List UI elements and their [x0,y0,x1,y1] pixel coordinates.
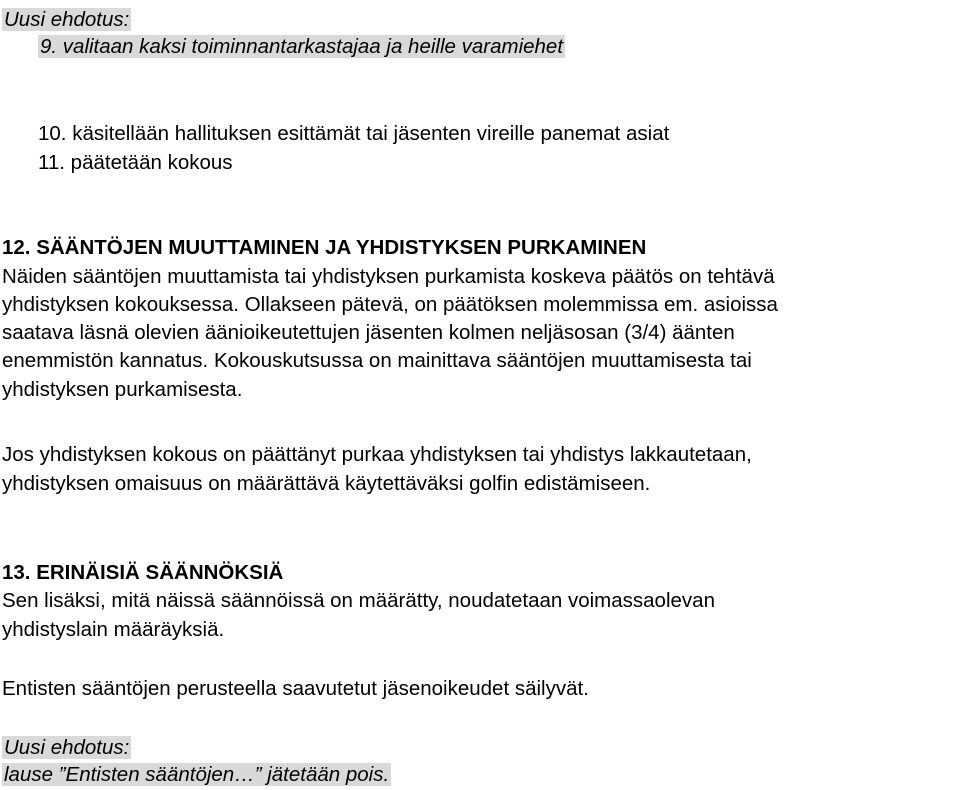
section-12-line-2: yhdistyksen kokouksessa. Ollakseen pätevä, on päätöksen molemmissa em. asioissa [2,293,778,316]
agenda-item-10: 10. käsitellään hallituksen esittämät tai jäsenten vireille panemat asiat [38,122,670,145]
proposal-2-text-line [2,761,391,788]
section-12-line-5: yhdistyksen purkamisesta. [2,378,243,401]
section-13-paragraph-2: Entisten sääntöjen perusteella saavutetut jäsenoikeudet säilyvät. [2,677,589,700]
proposal-label-1-text: Uusi ehdotus: [4,8,130,31]
section-12-line-3: saatava läsnä olevien äänioikeutettujen jäsenten kolmen neljäsosan (3/4) äänten [2,321,735,344]
section-13-line-1: Sen lisäksi, mitä näissä säännöissä on määrätty, noudatetaan voimassaolevan [2,589,715,612]
proposal-label-2 [2,734,131,761]
proposal-label-2-text: Uusi ehdotus: [4,736,130,759]
section-12-paragraph-2-line-2: yhdistyksen omaisuus on määrättävä käytettäväksi golfin edistämiseen. [2,472,651,495]
section-12-line-1: Näiden sääntöjen muuttamista tai yhdistyksen purkamista koskeva päätös on tehtävä [2,265,775,288]
agenda-item-11: 11. päätetään kokous [38,151,233,174]
section-12-paragraph-2-line-1: Jos yhdistyksen kokous on päättänyt purkaa yhdistyksen tai yhdistys lakkautetaan, [2,443,752,466]
proposal-label-1 [2,6,131,33]
section-13-heading: 13. ERINÄISIÄ SÄÄNNÖKSIÄ [2,561,284,584]
proposal-2-text: lause ”Entisten sääntöjen…” jätetään pois. [4,763,390,786]
proposal-item-9-text: 9. valitaan kaksi toiminnantarkastajaa ja heille varamiehet [40,35,564,58]
section-12-heading: 12. SÄÄNTÖJEN MUUTTAMINEN JA YHDISTYKSEN PURKAMINEN [2,236,647,259]
section-12-line-4: enemmistön kannatus. Kokouskutsussa on mainittava sääntöjen muuttamisesta tai [2,349,752,372]
section-13-line-2: yhdistyslain määräyksiä. [2,618,225,641]
proposal-item-9 [38,33,565,60]
